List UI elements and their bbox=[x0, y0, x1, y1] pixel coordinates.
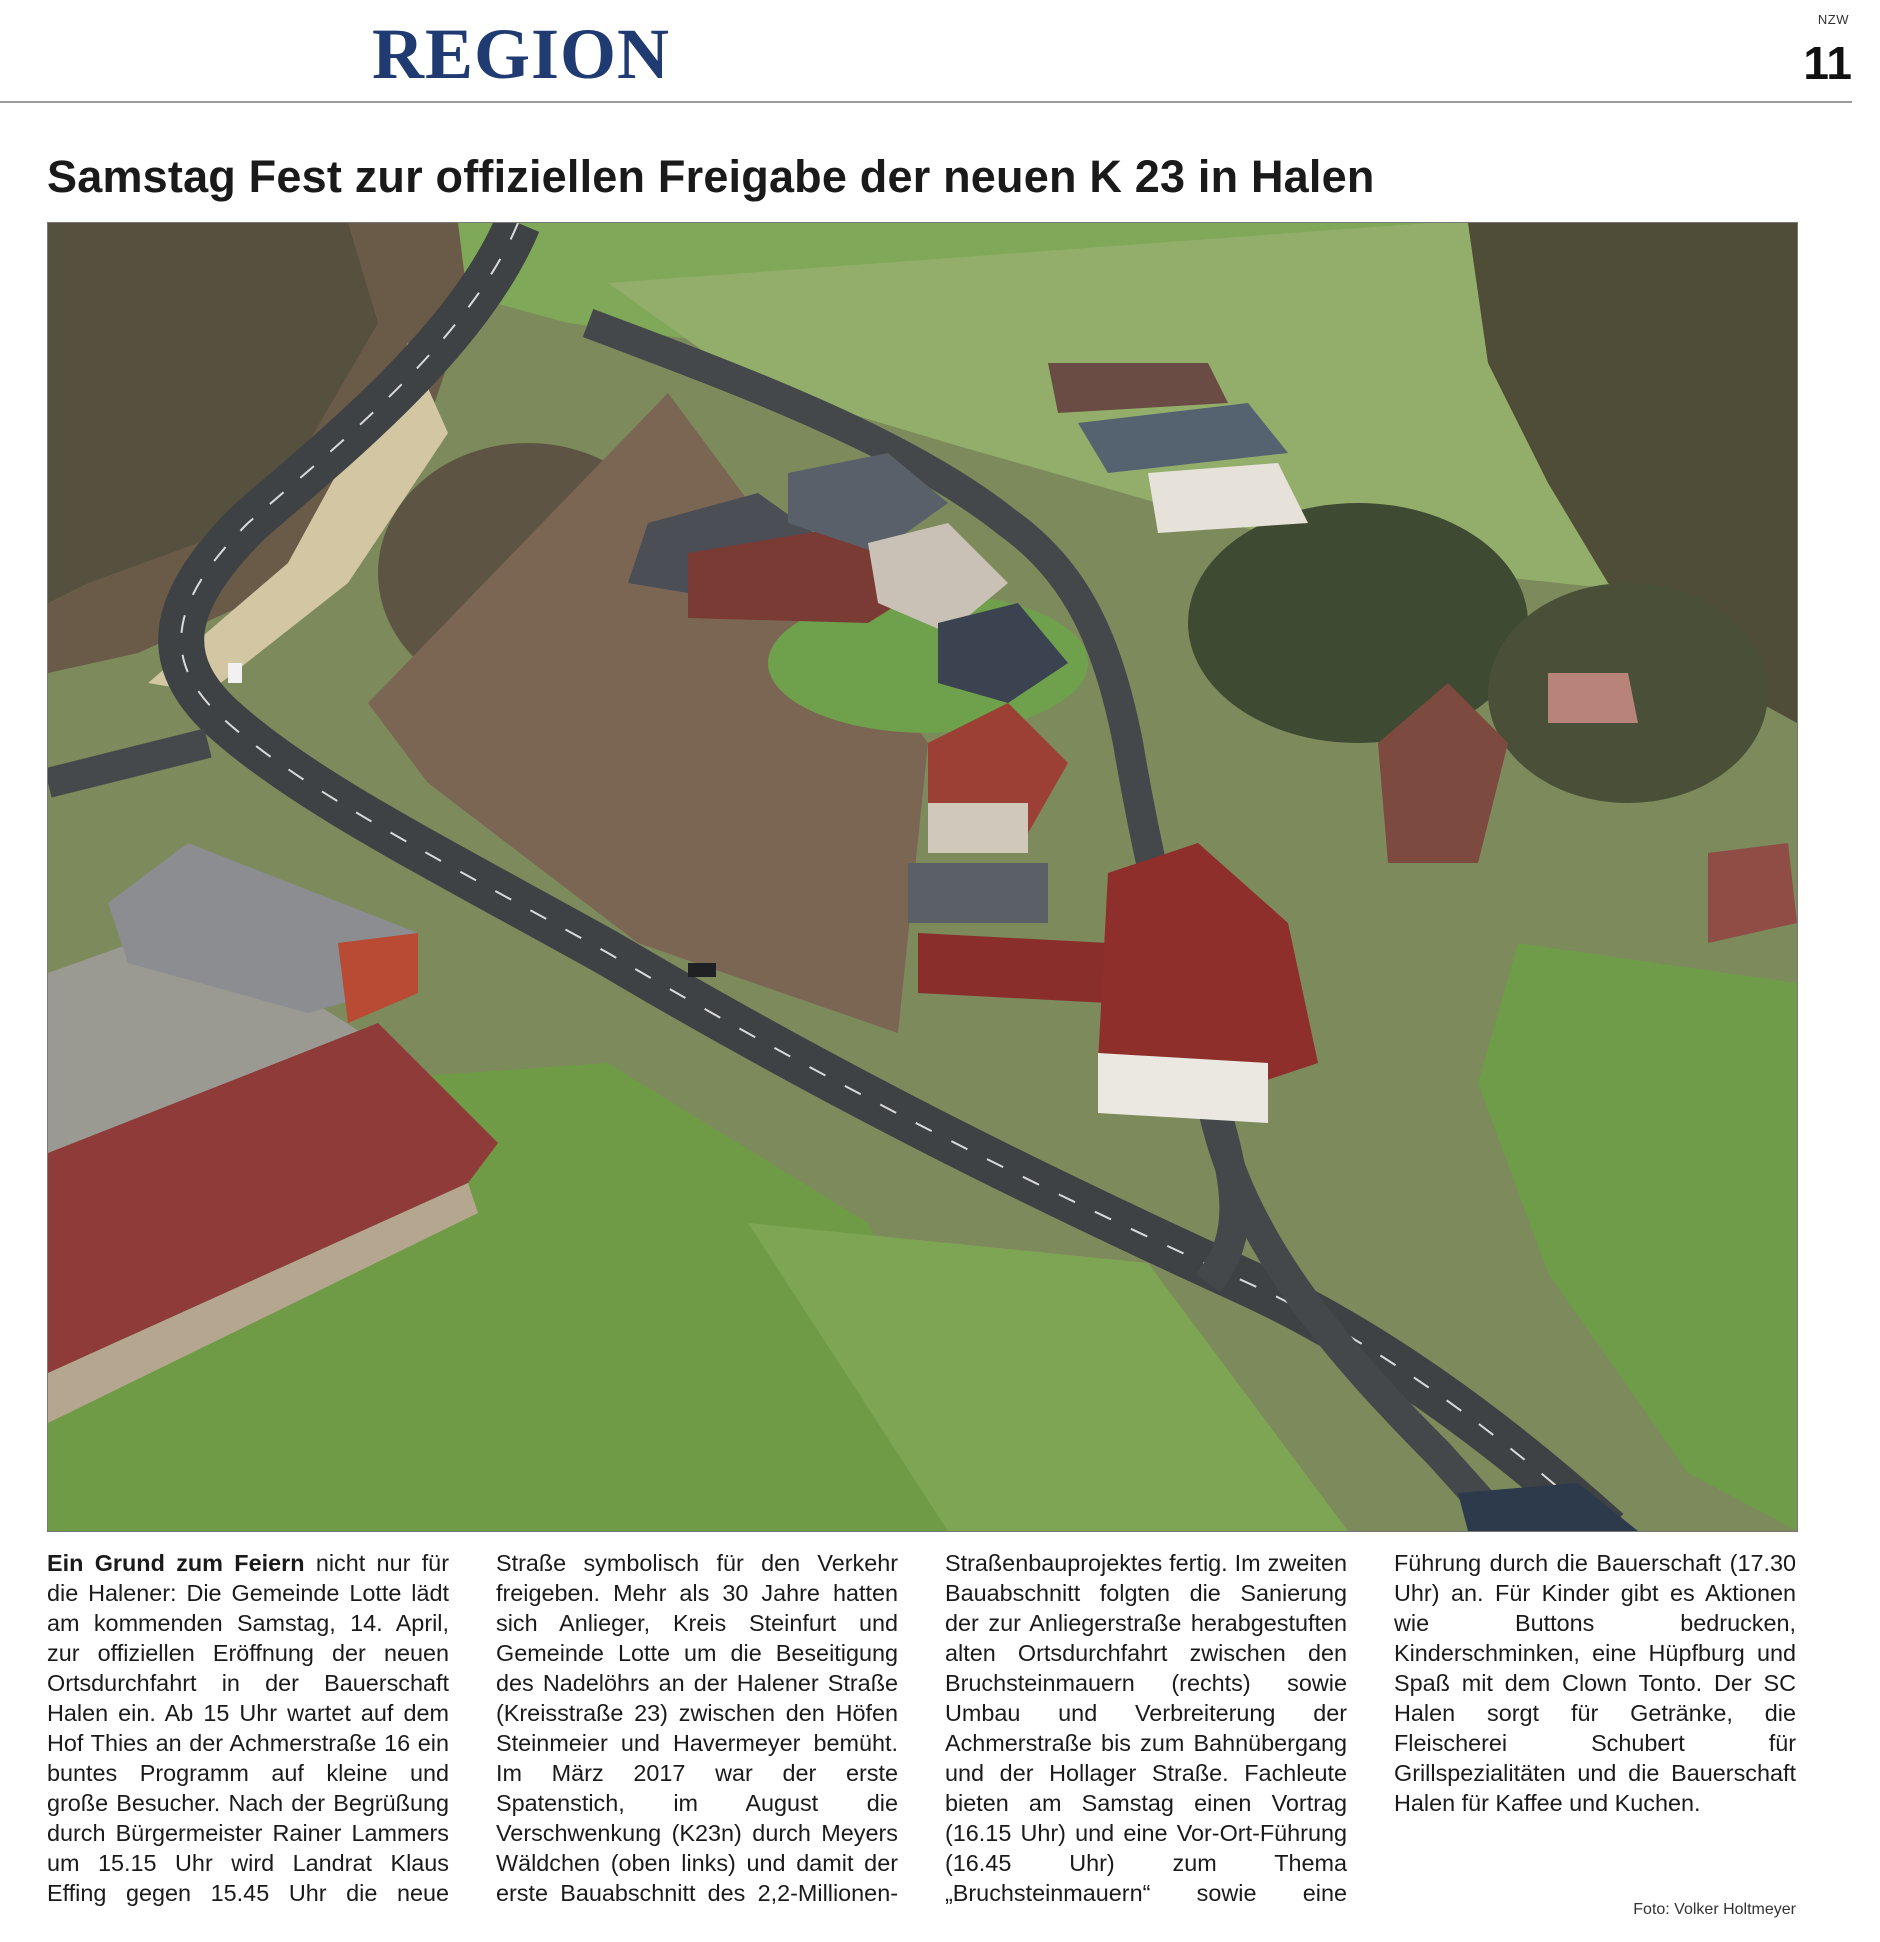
aerial-photo bbox=[47, 222, 1798, 1532]
article-lead: Ein Grund zum Feiern bbox=[47, 1550, 305, 1576]
photo-credit: Foto: Volker Holtmeyer bbox=[1633, 1901, 1796, 1918]
page-header bbox=[0, 0, 1880, 104]
article-headline: Samstag Fest zur offiziellen Freigabe der neuen K 23 in Halen bbox=[47, 151, 1375, 202]
page-number: 11 bbox=[1803, 37, 1852, 89]
header-divider bbox=[0, 101, 1852, 103]
article-body bbox=[47, 1548, 1796, 1928]
section-title: REGION bbox=[372, 14, 671, 94]
article-text: nicht nur für die Halener: Die Gemeinde Lotte lädt am kommenden Samstag, 14. April, zur offiziellen Eröffnung der neuen Ortsdurchfahrt in der Bauerschaft Halen ein. Ab 15 Uhr wartet auf dem Hof Thies an der Achmerstraße 16 ein buntes Programm auf kleine und große Besucher. Nach der Begrüßung durch Bürgermeister Rainer Lammers um 15.15 Uhr wird Landrat Klaus Effing gegen 15.45 Uhr die neue Straße symbolisch für den Verkehr freigeben. Mehr als 30 Jahre hatten sich Anlieger, Kreis Steinfurt und Gemeinde Lotte um die Beseitigung des Nadelöhrs an der Halener Straße (Kreisstraße 23) zwischen den Höfen Steinmeier und Havermeyer bemüht. Im März 2017 war der erste Spatenstich, im August die Verschwenkung (K23n) durch Meyers Wäldchen (oben links) und damit der erste Bauabschnitt des 2,2-Millionen-Straßenbauprojektes fertig. Im zweiten Bauabschnitt folgten die Sanierung der zur Anliegerstraße herabgestuften alten Ortsdurchfahrt zwischen den Bruchsteinmauern (rechts) sowie Umbau und Verbreiterung der Achmerstraße bis zum Bahnübergang und der Hollager Straße. Fachleute bieten am Samstag einen Vortrag (16.15 Uhr) und eine Vor-Ort-Führung (16.45 Uhr) zum Thema „Bruchsteinmauern“ sowie eine Führung durch die Bauerschaft (17.30 Uhr) an. Für Kinder gibt es Aktionen wie Buttons bedrucken, Kinderschminken, eine Hüpfburg und Spaß mit dem Clown Tonto. Der SC Halen sorgt für Getränke, die Fleischerei Schubert für Grillspezialitäten und die Bauerschaft Halen für Kaffee und Kuchen. bbox=[47, 1550, 1796, 1906]
newspaper-code: NZW bbox=[1817, 12, 1849, 27]
aerial-photo-illustration bbox=[48, 223, 1797, 1531]
